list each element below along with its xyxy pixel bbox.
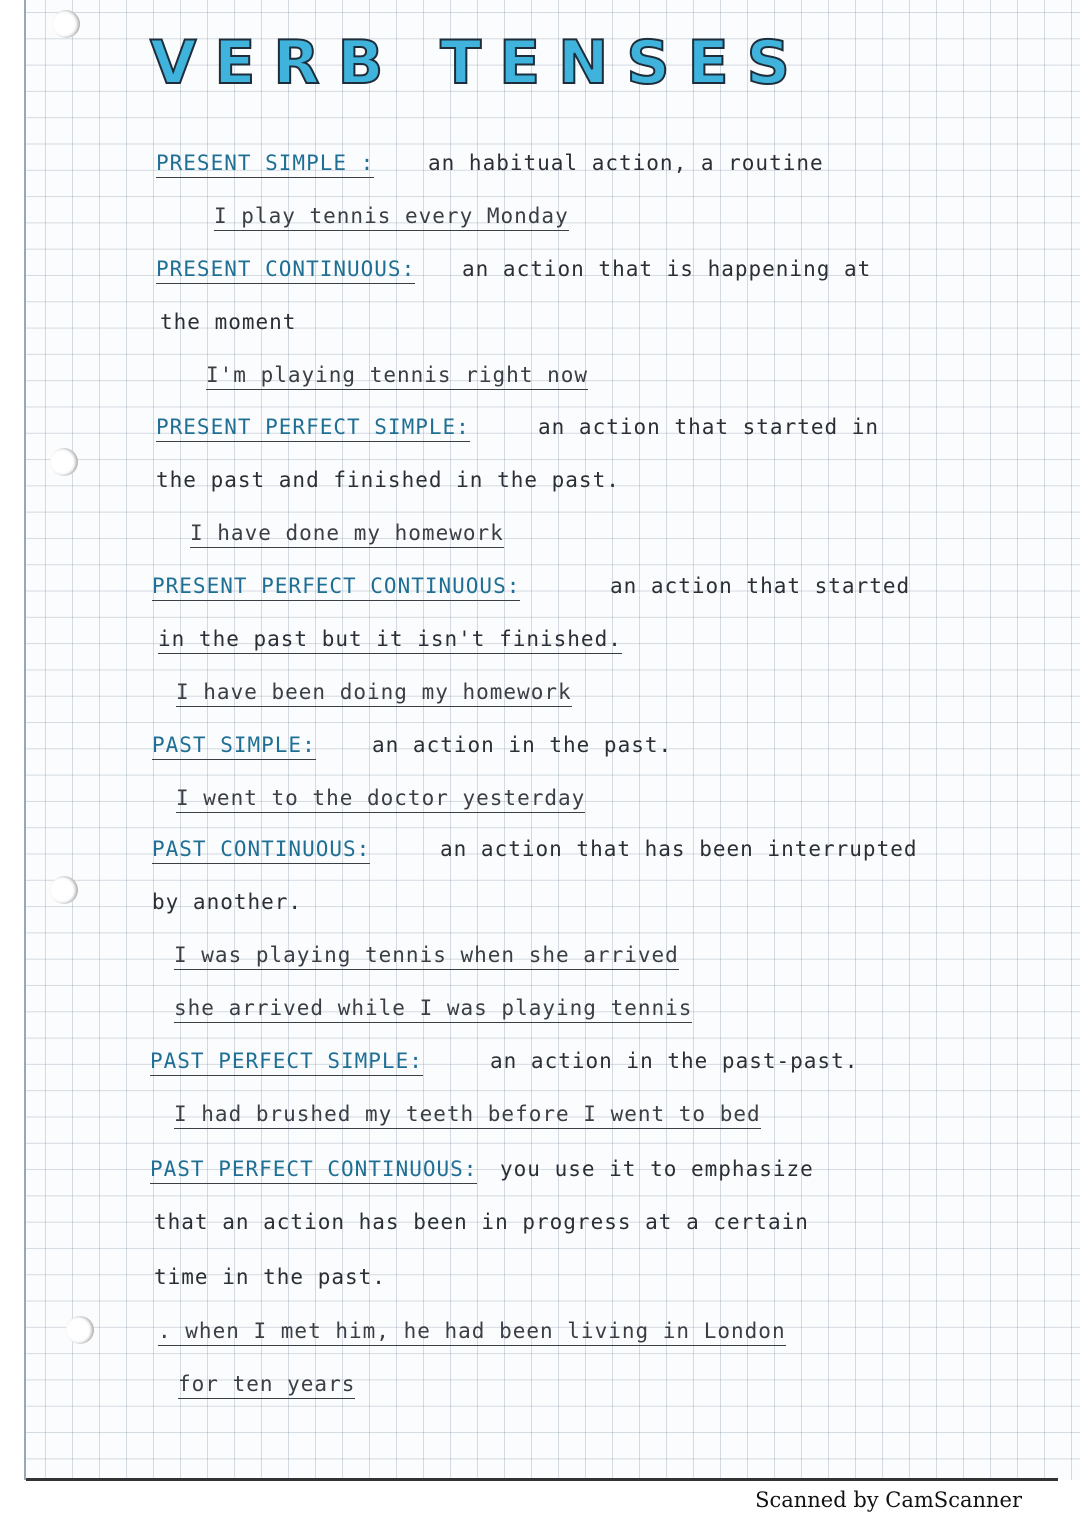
example-present-simple: I play tennis every Monday <box>214 203 569 231</box>
definition-present-perfect-continuous-cont: in the past but it isn't finished. <box>158 626 622 654</box>
tense-heading-past-simple: PAST SIMPLE: <box>152 732 316 760</box>
definition-past-perfect-simple: an action in the past-past. <box>490 1049 859 1073</box>
tense-heading-past-perfect-continuous: PAST PERFECT CONTINUOUS: <box>150 1156 477 1184</box>
definition-present-perfect-simple-cont: the past and finished in the past. <box>156 468 620 492</box>
definition-past-continuous: an action that has been interrupted <box>440 837 918 861</box>
definition-past-simple: an action in the past. <box>372 733 673 757</box>
definition-present-continuous: an action that is happening at <box>462 257 872 281</box>
example-past-continuous-1: I was playing tennis when she arrived <box>174 942 679 970</box>
example-present-perfect-simple: I have done my homework <box>190 520 504 548</box>
definition-past-perfect-continuous-cont2: time in the past. <box>154 1265 386 1289</box>
tense-heading-present-perfect-simple: PRESENT PERFECT SIMPLE: <box>156 414 470 442</box>
example-past-simple: I went to the doctor yesterday <box>176 785 585 813</box>
binder-hole <box>52 10 80 38</box>
definition-present-continuous-cont: the moment <box>160 310 297 334</box>
definition-present-perfect-simple: an action that started in <box>538 415 880 439</box>
definition-past-perfect-continuous: you use it to emphasize <box>500 1157 814 1181</box>
example-past-perfect-continuous-cont: for ten years <box>178 1371 355 1399</box>
page-left-edge <box>0 0 24 1480</box>
binder-hole <box>66 1316 94 1344</box>
definition-present-simple: an habitual action, a routine <box>428 151 824 175</box>
tense-heading-present-simple: PRESENT SIMPLE : <box>156 150 374 178</box>
page-title: VERB TENSES <box>150 28 808 98</box>
example-present-perfect-continuous: I have been doing my homework <box>176 679 572 707</box>
example-present-continuous: I'm playing tennis right now <box>206 362 588 390</box>
example-past-perfect-simple: I had brushed my teeth before I went to bed <box>174 1101 761 1129</box>
tense-heading-past-perfect-simple: PAST PERFECT SIMPLE: <box>150 1048 423 1076</box>
tense-heading-present-continuous: PRESENT CONTINUOUS: <box>156 256 415 284</box>
binder-hole <box>50 448 78 476</box>
binder-hole <box>50 876 78 904</box>
definition-past-perfect-continuous-cont: that an action has been in progress at a certain <box>154 1210 809 1234</box>
example-past-perfect-continuous: . when I met him, he had been living in London <box>158 1318 786 1346</box>
definition-present-perfect-continuous: an action that started <box>610 574 911 598</box>
example-past-continuous-2: she arrived while I was playing tennis <box>174 995 692 1023</box>
tense-heading-past-continuous: PAST CONTINUOUS: <box>152 836 370 864</box>
footer-rule <box>26 1478 1058 1481</box>
definition-past-continuous-cont: by another. <box>152 890 303 914</box>
scanner-watermark: Scanned by CamScanner <box>755 1488 1022 1512</box>
margin-line <box>24 0 26 1480</box>
tense-heading-present-perfect-continuous: PRESENT PERFECT CONTINUOUS: <box>152 573 520 601</box>
